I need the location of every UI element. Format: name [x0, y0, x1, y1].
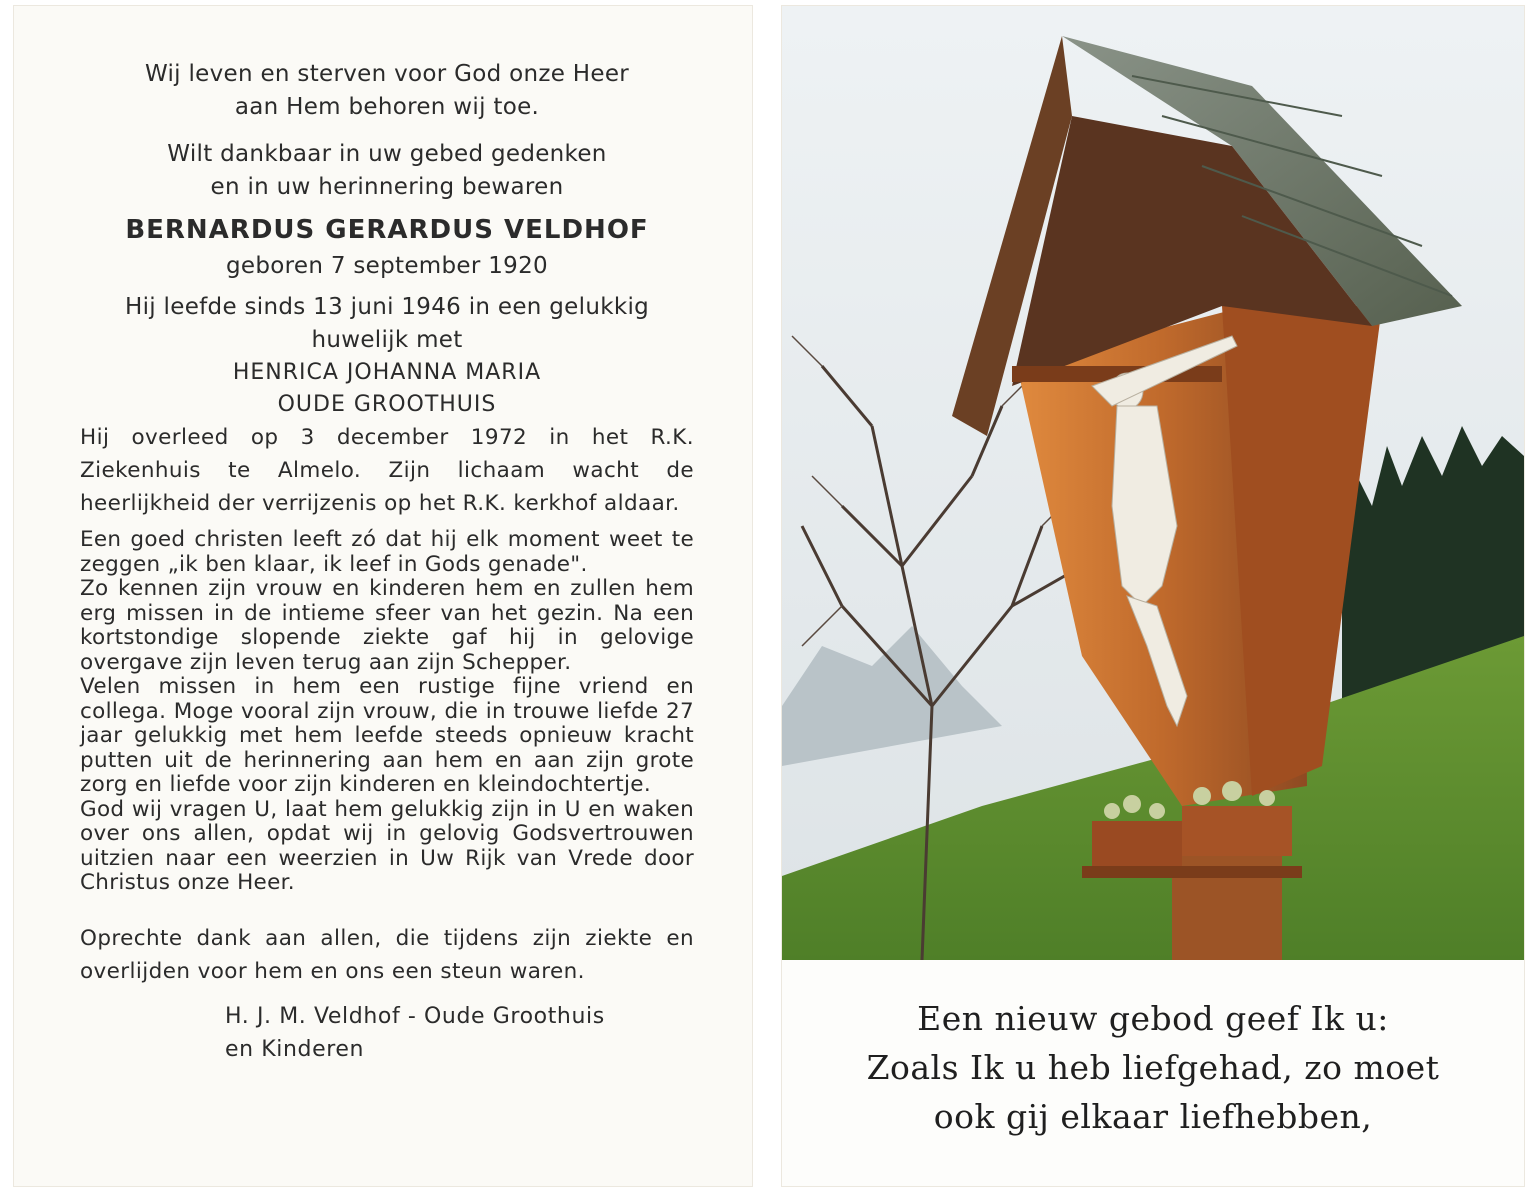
motto-line: Wij leven en sterven voor God onze Heer: [144, 61, 630, 87]
marriage-line: Hij leefde sinds 13 juni 1946 in een gelukkig: [124, 294, 650, 320]
death-notice: Hij overleed op 3 december 1972 in het R.K. Ziekenhuis te Almelo. Zijn lichaam wacht de heerlijkheid der verrijzenis op het R.K. kerkhof aldaar.: [80, 425, 694, 516]
signature: [225, 1000, 694, 1066]
memorial-card-text-side: [14, 6, 752, 1186]
motto: [80, 58, 694, 124]
marriage-notice: [80, 291, 694, 357]
bible-verse: [782, 994, 1524, 1141]
signature-line: en Kinderen: [225, 1036, 365, 1062]
remembrance-request: [80, 138, 694, 204]
deceased-name: BERNARDUS GERARDUS VELDHOF: [125, 215, 649, 245]
spouse-name: [80, 357, 694, 421]
memorial-card-image-side: [782, 6, 1524, 1186]
wayside-crucifix-illustration: [782, 6, 1524, 960]
remembrance-line: Wilt dankbaar in uw gebed gedenken: [167, 141, 607, 167]
paragraph-christian: Een goed christen leeft zó dat hij elk moment weet te zeggen „ik ben klaar, ik leef in Gods genade".: [80, 527, 694, 577]
verse-line: Zoals Ik u heb liefgehad, zo moet: [866, 1048, 1440, 1087]
wayside-crucifix-photo: [782, 6, 1524, 960]
thanks-note: Oprechte dank aan allen, die tijdens zijn ziekte en overlijden voor hem en ons een steun waren.: [80, 925, 694, 984]
signature-line: H. J. M. Veldhof - Oude Groothuis: [225, 1003, 605, 1029]
spouse-name-line: HENRICA JOHANNA MARIA: [232, 360, 542, 385]
verse-line: Een nieuw gebod geef Ik u:: [917, 999, 1389, 1038]
spouse-name-line: OUDE GROOTHUIS: [277, 392, 497, 417]
motto-line: aan Hem behoren wij toe.: [234, 94, 540, 120]
paragraph-prayer: God wij vragen U, laat hem gelukkig zijn in U en waken over ons allen, opdat wij in gelovig Godsvertrouwen uitzien naar een weerzien in Uw Rijk van Vrede door Christus onze Heer.: [80, 796, 694, 895]
biography: [80, 528, 694, 896]
memorial-text-block: [80, 58, 694, 1066]
verse-line: ook gij elkaar liefhebben,: [933, 1097, 1373, 1136]
birth-date: geboren 7 september 1920: [226, 253, 548, 279]
paragraph-friends: Velen missen in hem een rustige fijne vriend en collega. Moge vooral zijn vrouw, die in trouwe liefde 27 jaar gelukkig met hem leefde steeds opnieuw kracht putten uit de herinnering aan hem en aan zijn grote zorg en liefde voor zijn kinderen en kleindochtertje.: [80, 674, 694, 797]
paragraph-family: Zo kennen zijn vrouw en kinderen hem en zullen hem erg missen in de intieme sfeer van het gezin. Na een kortstondige slopende ziekte gaf hij in gelovige overgave zijn leven terug aan zijn Schepper.: [80, 576, 694, 675]
remembrance-line: en in uw herinnering bewaren: [210, 174, 564, 200]
marriage-line: huwelijk met: [311, 327, 463, 353]
